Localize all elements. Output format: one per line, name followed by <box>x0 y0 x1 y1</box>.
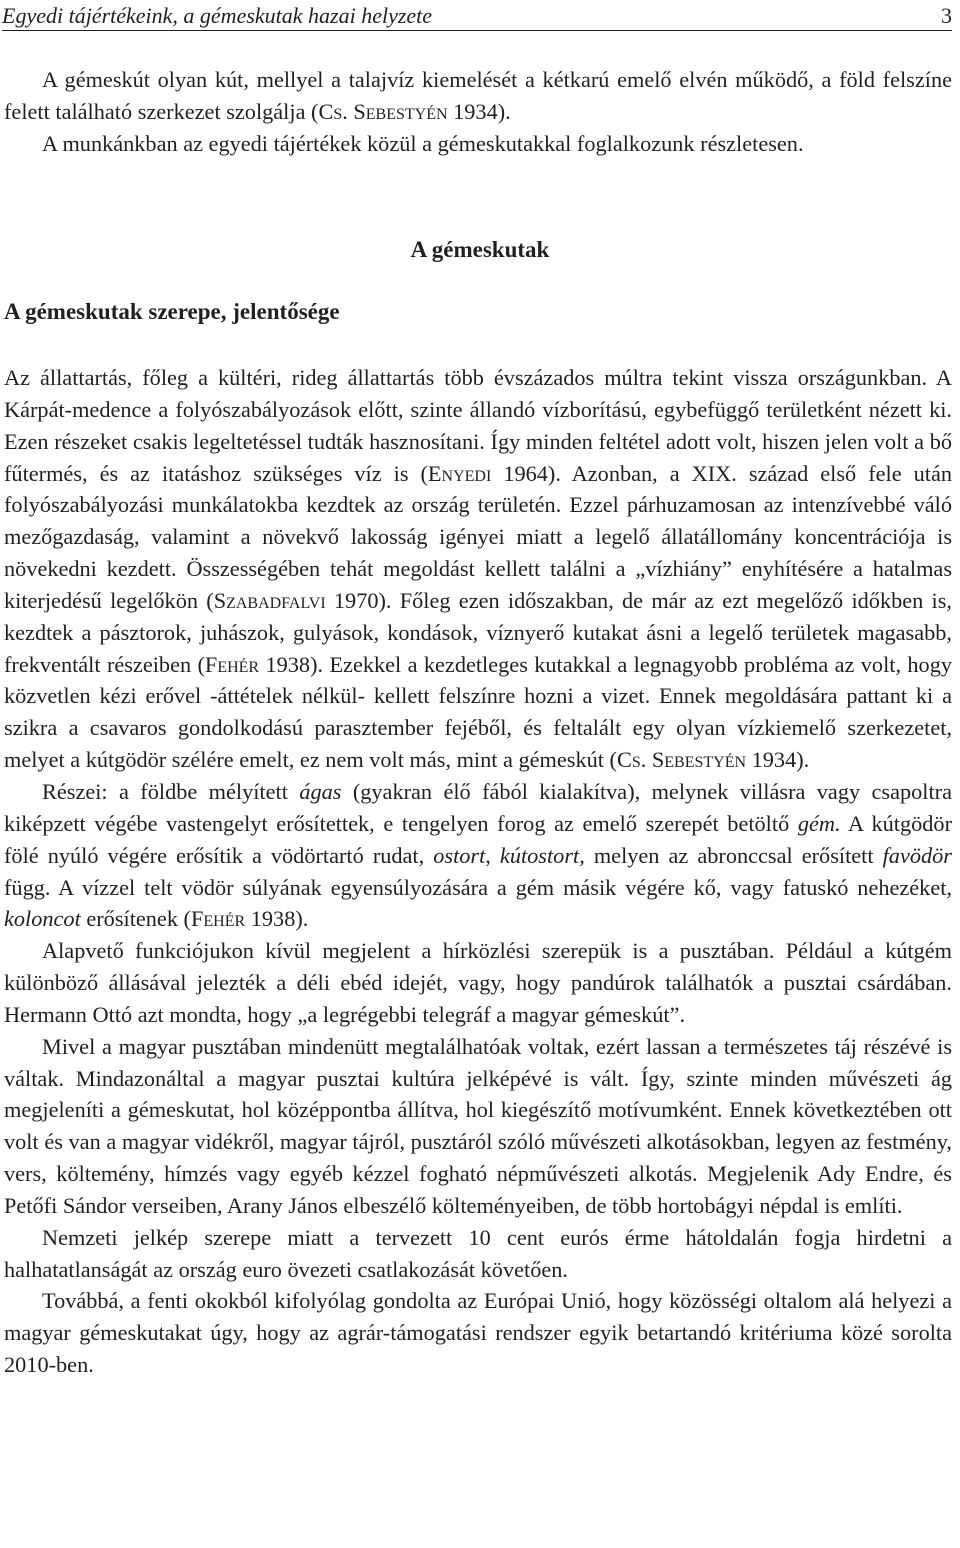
text-run: , <box>485 842 500 868</box>
text-run: 1938). Ezekkel a kezdetleges kutakkal a legnagyobb probléma az volt, hogy közvetlen kézi erővel -áttételek nélkül- kellett felszínre hozni a vizet. Ennek megoldására pattant ki a szikra a csavaros gondolkodású parasztember fejéből, és feltalált egy olyan vízkiemelő szerkezetet, melyet a kútgödör szélére emelt, ez nem volt más, mint a gémeskút ( <box>4 651 952 773</box>
text-run: A gémeskút olyan kút, mellyel a talajvíz kiemelését a kétkarú emelő elvén működő, a föld felszíne felett található szerkezet szolgálja ( <box>4 67 952 124</box>
text-run: Az állattartás, főleg a kültéri, rideg állattartás több évszázados múltra tekint vissza országunkban. A Kárpát-medence a folyószabályozások előtt, szinte állandó vízborítású, egybefüggő területként nézett ki. Ezen részeket csakis legeltetéssel tudták hasznosítani. Így minden feltétel adott volt, hiszen jelen volt a bő fűtermés, és az itatáshoz szükséges víz is ( <box>4 365 952 486</box>
body-paragraph-4: Mivel a magyar pusztában mindenütt megtalálhatóak voltak, ezért lassan a természetes táj részévé is váltak. Mindazonáltal a magyar pusztai kultúra jelképévé is vált. Így, szinte minden művészeti ág megjeleníti a gémeskutat, hol középpontba állítva, hol kiegészítő motívumként. Ennek következtében ott volt és van a magyar vidékről, magyar tájról, pusztáról szóló művészeti alkotásokban, legyen az festmény, vers, költemény, hímzés vagy egyéb kézzel fogható népművészeti alkotás. Megjelenik Ady Endre, és Petőfi Sándor verseiben, Arany János elbeszélő költeményeiben, de több hortobágyi népdal is említi. <box>4 1033 952 1218</box>
text-run: melyen az abronccsal erősített <box>584 842 883 868</box>
text-run: erősítenek ( <box>80 906 191 932</box>
running-title: Egyedi tájértékeink, a gémeskutak hazai helyzete <box>2 3 433 28</box>
text-run: 1934). <box>447 98 511 124</box>
body-paragraph-3: Alapvető funkciójukon kívül megjelent a hírközlési szerepük is a pusztában. Például a kútgém különböző állásával jelezték a déli ebéd idejét, vagy, hogy pandúrok találhatók a pusztai csárdában. Hermann Ottó azt mondta, hogy „a legrégebbi telegráf a magyar gémeskút”. <box>4 938 952 1027</box>
citation-author: Fehér <box>204 651 260 677</box>
text-run: 1934). <box>746 747 810 773</box>
text-run: 1970). Főleg ezen időszakban, de már az ezt megelőző időkben is, kezdtek a pásztorok, juhászok, gulyások, kondások, víznyerő kutakat ásni a legelő területek magasabb, frekventált részeiben ( <box>4 587 952 677</box>
body-paragraph-2 <box>4 776 952 935</box>
citation-author: Cs. Sebestyén <box>616 747 747 773</box>
running-header <box>2 2 952 31</box>
citation-author: Fehér <box>190 906 246 932</box>
subsection-heading: A gémeskutak szerepe, jelentősége <box>4 299 340 324</box>
text-run: A kútgödör fölé nyúló végére erősítik a vödörtartó rudat, <box>4 810 953 868</box>
text-run: 1938). <box>245 906 309 932</box>
section-body <box>4 362 952 1381</box>
text-run: Részei: a földbe mélyített <box>42 778 300 804</box>
citation-author: Enyedi <box>427 460 492 486</box>
body-paragraph-5: Nemzeti jelkép szerepe miatt a tervezett 10 cent eurós érme hátoldalán fogja hirdetni a halhatatlanságát az ország euro övezeti csatlakozását követően. <box>4 1224 952 1282</box>
term-italic: gém. <box>797 810 841 836</box>
section-heading: A gémeskutak <box>410 237 550 262</box>
term-italic: kútostort, <box>499 842 585 868</box>
term-italic: ostort <box>433 842 486 868</box>
term-italic: koloncot <box>4 906 81 932</box>
intro-paragraph-2: A munkánkban az egyedi tájértékek közül a gémeskutakkal foglalkozunk részletesen. <box>42 130 804 156</box>
body-paragraph-6: Továbbá, a fenti okokból kifolyólag gondolta az Európai Unió, hogy közösségi oltalom alá helyezi a magyar gémeskutakat úgy, hogy az agrár-támogatási rendszer egyik betartandó kritériuma közé sorolta 2010-ben. <box>4 1288 952 1378</box>
citation-author: Szabadfalvi <box>213 587 326 613</box>
term-italic: ágas <box>299 778 342 804</box>
intro-paragraph-1 <box>4 64 952 128</box>
intro-block <box>4 64 952 160</box>
text-run: (gyakran élő fából kialakítva), melynek villásra vagy csapoltra kiképzett végébe vastengelyt erősítettek, e tengelyen forog az emelő szerepét betöltő <box>4 778 952 836</box>
text-run: függ. A vízzel telt vödör súlyának egyensúlyozására a gém másik végére kő, vagy fatuskó nehezéket, <box>4 874 952 900</box>
citation-author: Cs. Sebestyén <box>318 98 448 124</box>
text-run: 1964). Azonban, a XIX. század első fele után folyószabályozási munkálatokba kezdtek az ország területén. Ezzel párhuzamosan az intenzívebbé váló mezőgazdaság, valamint a növekvő lakosság igényei miatt a legelő állatállomány koncentrációja is növekedni kezdett. Összességében tehát megoldást kellett találni a „vízhiány” enyhítésére a hatalmas kiterjedésű legelőkön ( <box>4 460 952 613</box>
page-number: 3 <box>941 3 952 28</box>
body-paragraph-1 <box>4 362 952 776</box>
term-italic: favödör <box>882 842 952 868</box>
